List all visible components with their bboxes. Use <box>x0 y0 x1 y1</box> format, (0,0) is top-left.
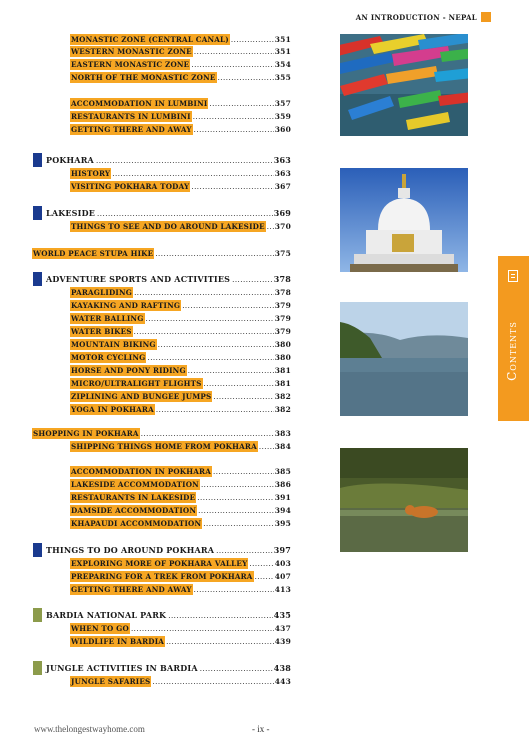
toc-entry-label: ADVENTURE SPORTS AND ACTIVITIES <box>46 274 231 284</box>
toc-entry-label: WILDLIFE IN BARDIA <box>71 637 165 646</box>
toc-leader-dots <box>147 353 273 364</box>
toc-leader-dots <box>249 559 273 570</box>
lake-illustration <box>340 302 468 416</box>
toc-entry-page: 382 <box>274 392 291 401</box>
toc-entry[interactable] <box>70 365 291 376</box>
toc-entry-page: 360 <box>274 125 291 134</box>
toc-leader-dots <box>231 35 274 46</box>
toc-entry-label: KAYAKING AND RAFTING <box>71 301 181 310</box>
toc-entry[interactable] <box>45 610 291 621</box>
toc-leader-dots <box>194 47 274 58</box>
photo-world-peace-stupa <box>340 168 468 272</box>
toc-entry[interactable] <box>70 352 291 363</box>
toc-entry-label: MICRO/ULTRALIGHT FLIGHTS <box>71 379 202 388</box>
toc-leader-dots <box>134 288 274 299</box>
footer-url[interactable]: www.thelongestwayhome.com <box>34 724 145 734</box>
section-marker-icon <box>33 543 42 557</box>
toc-entry[interactable] <box>70 378 291 389</box>
toc-leader-dots <box>197 493 273 504</box>
toc-entry-page: 435 <box>273 610 291 620</box>
toc-entry-page: 379 <box>274 301 291 310</box>
tiger-illustration <box>340 448 468 552</box>
toc-entry[interactable] <box>70 98 291 109</box>
toc-leader-dots <box>191 60 273 71</box>
toc-entry-label: PREPARING FOR A TREK FROM POKHARA <box>71 572 253 581</box>
toc-entry-page: 378 <box>274 288 291 297</box>
toc-entry-page: 351 <box>274 47 291 56</box>
toc-entry[interactable] <box>45 155 291 166</box>
toc-leader-dots <box>194 125 274 136</box>
toc-entry[interactable] <box>32 428 291 439</box>
toc-entry-page: 357 <box>274 99 291 108</box>
toc-leader-dots <box>194 585 274 596</box>
running-header <box>356 12 491 22</box>
toc-entry-page: 413 <box>274 585 291 594</box>
toc-entry-label: HORSE AND PONY RIDING <box>71 366 186 375</box>
toc-entry[interactable] <box>70 221 291 232</box>
toc-entry[interactable] <box>70 124 291 135</box>
toc-leader-dots <box>166 637 274 648</box>
toc-entry-label: RESTAURANTS IN LUMBINI <box>71 112 191 121</box>
toc-entry-label: WATER BALLING <box>71 314 144 323</box>
toc-entry-page: 380 <box>274 340 291 349</box>
toc-leader-dots <box>112 169 273 180</box>
toc-entry-label: JUNGLE ACTIVITIES IN BARDIA <box>46 663 198 673</box>
photo-lake <box>340 302 468 416</box>
toc-leader-dots <box>213 392 273 403</box>
toc-entry[interactable] <box>70 168 291 179</box>
toc-entry-page: 369 <box>273 208 291 218</box>
toc-leader-dots <box>213 467 274 478</box>
toc-entry[interactable] <box>70 300 291 311</box>
toc-entry-label: THINGS TO DO AROUND POKHARA <box>46 545 215 555</box>
toc-leader-dots <box>232 275 273 286</box>
toc-entry[interactable] <box>70 313 291 324</box>
toc-leader-dots <box>158 340 274 351</box>
section-marker-icon <box>33 206 42 220</box>
toc-entry-page: 381 <box>274 366 291 375</box>
toc-entry-label: MOUNTAIN BIKING <box>71 340 156 349</box>
toc-entry-label: MOTOR CYCLING <box>71 353 146 362</box>
toc-entry-page: 407 <box>274 572 291 581</box>
toc-entry[interactable] <box>70 46 291 57</box>
toc-entry-page: 386 <box>274 480 291 489</box>
toc-leader-dots <box>146 314 274 325</box>
toc-entry-page: 383 <box>274 429 291 438</box>
toc-entry-label: SHIPPING THINGS HOME FROM POKHARA <box>71 442 257 451</box>
toc-entry[interactable] <box>70 287 291 298</box>
toc-entry-label: WHEN TO GO <box>71 624 129 633</box>
toc-entry-label: LAKESIDE <box>46 208 96 218</box>
toc-entry[interactable] <box>45 545 291 556</box>
toc-leader-dots <box>188 366 274 377</box>
toc-entry-page: 367 <box>274 182 291 191</box>
toc-entry-page: 378 <box>273 274 291 284</box>
toc-entry-label: WESTERN MONASTIC ZONE <box>71 47 192 56</box>
toc-entry[interactable] <box>45 274 291 285</box>
toc-entry-page: 380 <box>274 353 291 362</box>
toc-entry[interactable] <box>70 479 291 490</box>
toc-entry[interactable] <box>70 636 291 647</box>
contents-tab-label: Contents <box>505 321 519 381</box>
toc-entry-label: RESTAURANTS IN LAKESIDE <box>71 493 196 502</box>
toc-entry-page: 370 <box>274 222 291 231</box>
toc-entry[interactable] <box>70 571 291 582</box>
toc-entry-page: 443 <box>274 677 291 686</box>
toc-entry-label: ACCOMMODATION IN POKHARA <box>71 467 211 476</box>
toc-entry[interactable] <box>70 391 291 402</box>
toc-entry-label: MONASTIC ZONE (CENTRAL CANAL) <box>71 35 229 44</box>
toc-entry[interactable] <box>70 111 291 122</box>
toc-entry[interactable] <box>70 623 291 634</box>
toc-entry-page: 403 <box>274 559 291 568</box>
toc-entry[interactable] <box>70 676 291 687</box>
toc-entry[interactable] <box>70 466 291 477</box>
toc-entry-label: LAKESIDE ACCOMMODATION <box>71 480 199 489</box>
toc-entry-label: POKHARA <box>46 155 94 165</box>
toc-entry-page: 379 <box>274 327 291 336</box>
toc-leader-dots <box>204 379 274 390</box>
toc-entry-page: 382 <box>274 405 291 414</box>
toc-entry-page: 375 <box>274 249 291 258</box>
contents-tab[interactable] <box>498 256 529 421</box>
toc-leader-dots <box>155 249 273 260</box>
toc-entry[interactable] <box>70 558 291 569</box>
toc-entry-page: 363 <box>273 155 291 165</box>
photo-boats <box>340 34 468 136</box>
toc-entry-page: 437 <box>274 624 291 633</box>
toc-leader-dots <box>191 182 273 193</box>
toc-entry-label: EASTERN MONASTIC ZONE <box>71 60 190 69</box>
toc-entry-label: GETTING THERE AND AWAY <box>71 125 192 134</box>
toc-entry-page: 394 <box>274 506 291 515</box>
toc-entry-page: 359 <box>274 112 291 121</box>
toc-entry-label: YOGA IN POKHARA <box>71 405 154 414</box>
toc-leader-dots <box>209 99 273 110</box>
boats-illustration <box>340 34 468 136</box>
toc-entry[interactable] <box>70 584 291 595</box>
toc-entry-page: 354 <box>274 60 291 69</box>
toc-entry[interactable] <box>70 505 291 516</box>
section-marker-icon <box>33 608 42 622</box>
toc-entry[interactable] <box>70 34 291 45</box>
toc-entry-label: NORTH OF THE MONASTIC ZONE <box>71 73 216 82</box>
toc-entry-label: GETTING THERE AND AWAY <box>71 585 192 594</box>
toc-entry-label: THINGS TO SEE AND DO AROUND LAKESIDE <box>71 222 265 231</box>
toc-entry[interactable] <box>70 326 291 337</box>
toc-entry-page: 363 <box>274 169 291 178</box>
toc-entry[interactable] <box>32 248 291 259</box>
toc-entry-page: 381 <box>274 379 291 388</box>
toc-leader-dots <box>200 664 273 675</box>
toc-entry[interactable] <box>70 339 291 350</box>
toc-leader-dots <box>201 480 274 491</box>
toc-entry-page: 391 <box>274 493 291 502</box>
header-title: AN INTRODUCTION - NEPAL <box>355 12 477 22</box>
toc-leader-dots <box>203 519 273 530</box>
toc-entry-label: PARAGLIDING <box>71 288 133 297</box>
toc-entry-label: HISTORY <box>71 169 111 178</box>
toc-entry[interactable] <box>70 441 291 452</box>
toc-entry-page: 438 <box>273 663 291 673</box>
toc-entry-page: 397 <box>273 545 291 555</box>
toc-entry[interactable] <box>70 404 291 415</box>
footer-page-number: - ix - <box>252 724 270 734</box>
toc-entry-label: KHAPAUDI ACCOMMODATION <box>71 519 202 528</box>
toc-leader-dots <box>216 546 273 557</box>
toc-entry[interactable] <box>70 492 291 503</box>
toc-entry-label: EXPLORING MORE OF POKHARA VALLEY <box>71 559 248 568</box>
document-icon <box>508 270 518 282</box>
toc-entry-page: 395 <box>274 519 291 528</box>
section-marker-icon <box>33 153 42 167</box>
toc-entry[interactable] <box>70 72 291 83</box>
toc-entry-label: JUNGLE SAFARIES <box>71 677 151 686</box>
toc-entry[interactable] <box>45 208 291 219</box>
toc-entry-page: 351 <box>274 35 291 44</box>
toc-entry-page: 385 <box>274 467 291 476</box>
toc-leader-dots <box>134 327 274 338</box>
toc-leader-dots <box>267 222 274 233</box>
toc-entry-label: BARDIA NATIONAL PARK <box>46 610 167 620</box>
section-marker-icon <box>33 661 42 675</box>
photo-tiger <box>340 448 468 552</box>
toc-leader-dots <box>193 112 274 123</box>
toc-entry-label: WATER BIKES <box>71 327 132 336</box>
toc-leader-dots <box>131 624 274 635</box>
toc-entry-page: 355 <box>274 73 291 82</box>
toc-leader-dots <box>168 611 272 622</box>
toc-leader-dots <box>141 429 274 440</box>
toc-leader-dots <box>152 677 273 688</box>
toc-leader-dots <box>156 405 274 416</box>
toc-entry[interactable] <box>45 663 291 674</box>
section-marker-icon <box>33 272 42 286</box>
stupa-illustration <box>340 168 468 272</box>
toc-leader-dots <box>255 572 274 583</box>
toc-entry-label: SHOPPING IN POKHARA <box>33 429 139 438</box>
toc-entry-label: ACCOMMODATION IN LUMBINI <box>71 99 208 108</box>
toc-entry-page: 379 <box>274 314 291 323</box>
header-square-icon <box>481 12 491 22</box>
toc-entry-label: VISITING POKHARA TODAY <box>71 182 190 191</box>
toc-entry-label: ZIPLINING AND BUNGEE JUMPS <box>71 392 212 401</box>
toc-entry-page: 439 <box>274 637 291 646</box>
toc-leader-dots <box>97 209 273 220</box>
toc-entry[interactable] <box>70 181 291 192</box>
toc-leader-dots <box>198 506 274 517</box>
toc-leader-dots <box>259 442 274 453</box>
toc-leader-dots <box>218 73 274 84</box>
toc-entry-page: 384 <box>274 442 291 451</box>
toc-leader-dots <box>96 156 273 167</box>
toc-entry[interactable] <box>70 518 291 529</box>
toc-entry-label: DAMSIDE ACCOMMODATION <box>71 506 197 515</box>
toc-entry-label: WORLD PEACE STUPA HIKE <box>33 249 154 258</box>
toc-entry[interactable] <box>70 59 291 70</box>
toc-leader-dots <box>182 301 274 312</box>
